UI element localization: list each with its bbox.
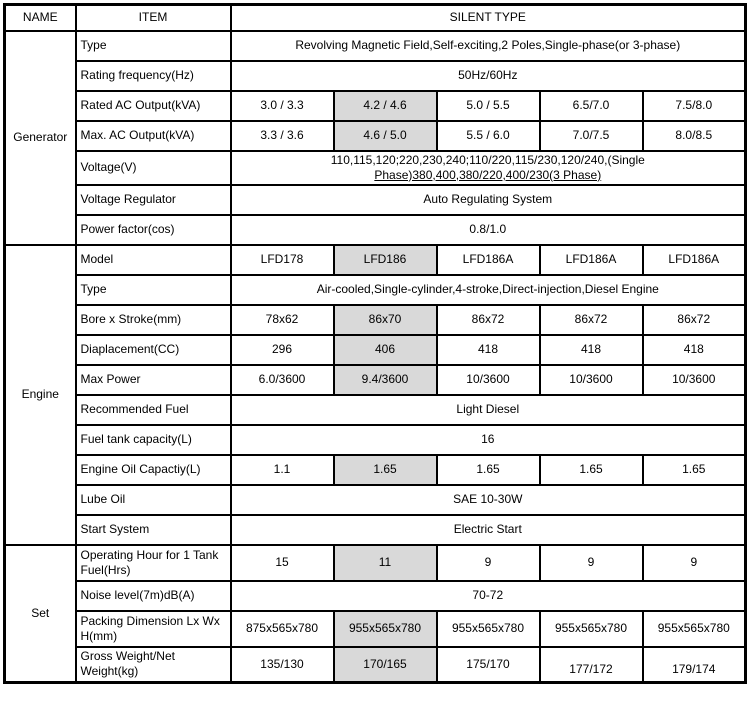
row-engine-oil-capacity	[5, 455, 746, 485]
header-item: ITEM	[76, 5, 231, 31]
value-cell: LFD186A	[540, 245, 643, 275]
header-row	[5, 5, 746, 31]
value-cell-highlighted: 1.65	[334, 455, 437, 485]
row-engine-type	[5, 275, 746, 305]
value-rating-frequency: 50Hz/60Hz	[231, 61, 746, 91]
row-operating-hour	[5, 545, 746, 581]
value-cell-highlighted: 4.2 / 4.6	[334, 91, 437, 121]
header-name: NAME	[5, 5, 76, 31]
value-cell-highlighted: 955x565x780	[334, 611, 437, 647]
row-power-factor	[5, 215, 746, 245]
item-engine-oil-capacity: Engine Oil Capactiy(L)	[76, 455, 231, 485]
value-cell: 7.0/7.5	[540, 121, 643, 151]
row-model	[5, 245, 746, 275]
value-cell: 418	[540, 335, 643, 365]
item-noise-level: Noise level(7m)dB(A)	[76, 581, 231, 611]
item-power-factor: Power factor(cos)	[76, 215, 231, 245]
value-cell: 78x62	[231, 305, 334, 335]
voltage-line-1: 110,115,120;220,230,240;110/220,115/230,120/240,(Single	[330, 152, 645, 167]
value-cell: 6.5/7.0	[540, 91, 643, 121]
value-cell: 5.5 / 6.0	[437, 121, 540, 151]
value-cell-highlighted: 170/165	[334, 647, 437, 683]
value-voltage	[231, 151, 746, 185]
value-cell: 955x565x780	[643, 611, 746, 647]
value-voltage-regulator: Auto Regulating System	[231, 185, 746, 215]
item-gross-weight: Gross Weight/Net Weight(kg)	[76, 647, 231, 683]
row-noise-level	[5, 581, 746, 611]
item-engine-type: Type	[76, 275, 231, 305]
row-bore-stroke	[5, 305, 746, 335]
value-cell: 135/130	[231, 647, 334, 683]
row-voltage	[5, 151, 746, 185]
value-cell: 9	[540, 545, 643, 581]
value-cell: LFD186A	[437, 245, 540, 275]
value-cell: 15	[231, 545, 334, 581]
value-cell-highlighted: 11	[334, 545, 437, 581]
item-voltage-regulator: Voltage Regulator	[76, 185, 231, 215]
row-max-ac-output	[5, 121, 746, 151]
value-cell: 5.0 / 5.5	[437, 91, 540, 121]
row-start-system	[5, 515, 746, 545]
row-voltage-regulator	[5, 185, 746, 215]
row-recommended-fuel	[5, 395, 746, 425]
row-fuel-tank-capacity	[5, 425, 746, 455]
item-fuel-tank-capacity: Fuel tank capacity(L)	[76, 425, 231, 455]
value-cell-highlighted: 4.6 / 5.0	[334, 121, 437, 151]
value-lube-oil: SAE 10-30W	[231, 485, 746, 515]
item-generator-type: Type	[76, 31, 231, 61]
value-cell: 7.5/8.0	[643, 91, 746, 121]
item-max-ac-output: Max. AC Output(kVA)	[76, 121, 231, 151]
value-cell: 8.0/8.5	[643, 121, 746, 151]
value-cell: 86x72	[540, 305, 643, 335]
value-noise-level: 70-72	[231, 581, 746, 611]
value-cell: 10/3600	[643, 365, 746, 395]
value-cell-highlighted: 86x70	[334, 305, 437, 335]
item-rating-frequency: Rating frequency(Hz)	[76, 61, 231, 91]
row-rated-ac-output	[5, 91, 746, 121]
value-cell: 86x72	[643, 305, 746, 335]
value-cell: 875x565x780	[231, 611, 334, 647]
value-cell: 955x565x780	[540, 611, 643, 647]
value-cell-highlighted: 9.4/3600	[334, 365, 437, 395]
section-label-generator: Generator	[5, 31, 76, 245]
value-cell: 86x72	[437, 305, 540, 335]
voltage-line-2: Phase)380,400,380/220,400/230(3 Phase)	[374, 167, 602, 182]
row-generator-type	[5, 31, 746, 61]
value-cell: 6.0/3600	[231, 365, 334, 395]
value-cell: 175/170	[437, 647, 540, 683]
section-label-set: Set	[5, 545, 76, 683]
value-cell: 418	[643, 335, 746, 365]
item-model: Model	[76, 245, 231, 275]
row-packing-dimension	[5, 611, 746, 647]
row-gross-weight	[5, 647, 746, 683]
item-rated-ac-output: Rated AC Output(kVA)	[76, 91, 231, 121]
value-cell: 418	[437, 335, 540, 365]
value-cell-highlighted: LFD186	[334, 245, 437, 275]
item-displacement: Diaplacement(CC)	[76, 335, 231, 365]
value-recommended-fuel: Light Diesel	[231, 395, 746, 425]
spec-table	[3, 3, 747, 684]
value-cell: 1.65	[540, 455, 643, 485]
value-cell: 1.65	[437, 455, 540, 485]
item-recommended-fuel: Recommended Fuel	[76, 395, 231, 425]
section-label-engine: Engine	[5, 245, 76, 545]
value-cell: 296	[231, 335, 334, 365]
value-generator-type: Revolving Magnetic Field,Self-exciting,2 Poles,Single-phase(or 3-phase)	[231, 31, 746, 61]
value-cell: 10/3600	[437, 365, 540, 395]
value-cell: 10/3600	[540, 365, 643, 395]
value-cell: 9	[437, 545, 540, 581]
value-cell: 177/172	[540, 647, 643, 683]
value-cell: 3.0 / 3.3	[231, 91, 334, 121]
value-cell: LFD178	[231, 245, 334, 275]
item-voltage: Voltage(V)	[76, 151, 231, 185]
item-bore-stroke: Bore x Stroke(mm)	[76, 305, 231, 335]
value-cell: 1.65	[643, 455, 746, 485]
value-cell: 1.1	[231, 455, 334, 485]
row-displacement	[5, 335, 746, 365]
item-packing-dimension: Packing Dimension Lx Wx H(mm)	[76, 611, 231, 647]
row-lube-oil	[5, 485, 746, 515]
value-cell-highlighted: 406	[334, 335, 437, 365]
value-engine-type: Air-cooled,Single-cylinder,4-stroke,Direct-injection,Diesel Engine	[231, 275, 746, 305]
value-cell: LFD186A	[643, 245, 746, 275]
item-max-power: Max Power	[76, 365, 231, 395]
value-start-system: Electric Start	[231, 515, 746, 545]
item-lube-oil: Lube Oil	[76, 485, 231, 515]
value-power-factor: 0.8/1.0	[231, 215, 746, 245]
value-fuel-tank-capacity: 16	[231, 425, 746, 455]
value-cell: 179/174	[643, 647, 746, 683]
value-cell: 955x565x780	[437, 611, 540, 647]
value-cell: 9	[643, 545, 746, 581]
item-operating-hour: Operating Hour for 1 Tank Fuel(Hrs)	[76, 545, 231, 581]
item-start-system: Start System	[76, 515, 231, 545]
row-max-power	[5, 365, 746, 395]
row-rating-frequency	[5, 61, 746, 91]
header-silent-type: SILENT TYPE	[231, 5, 746, 31]
value-cell: 3.3 / 3.6	[231, 121, 334, 151]
